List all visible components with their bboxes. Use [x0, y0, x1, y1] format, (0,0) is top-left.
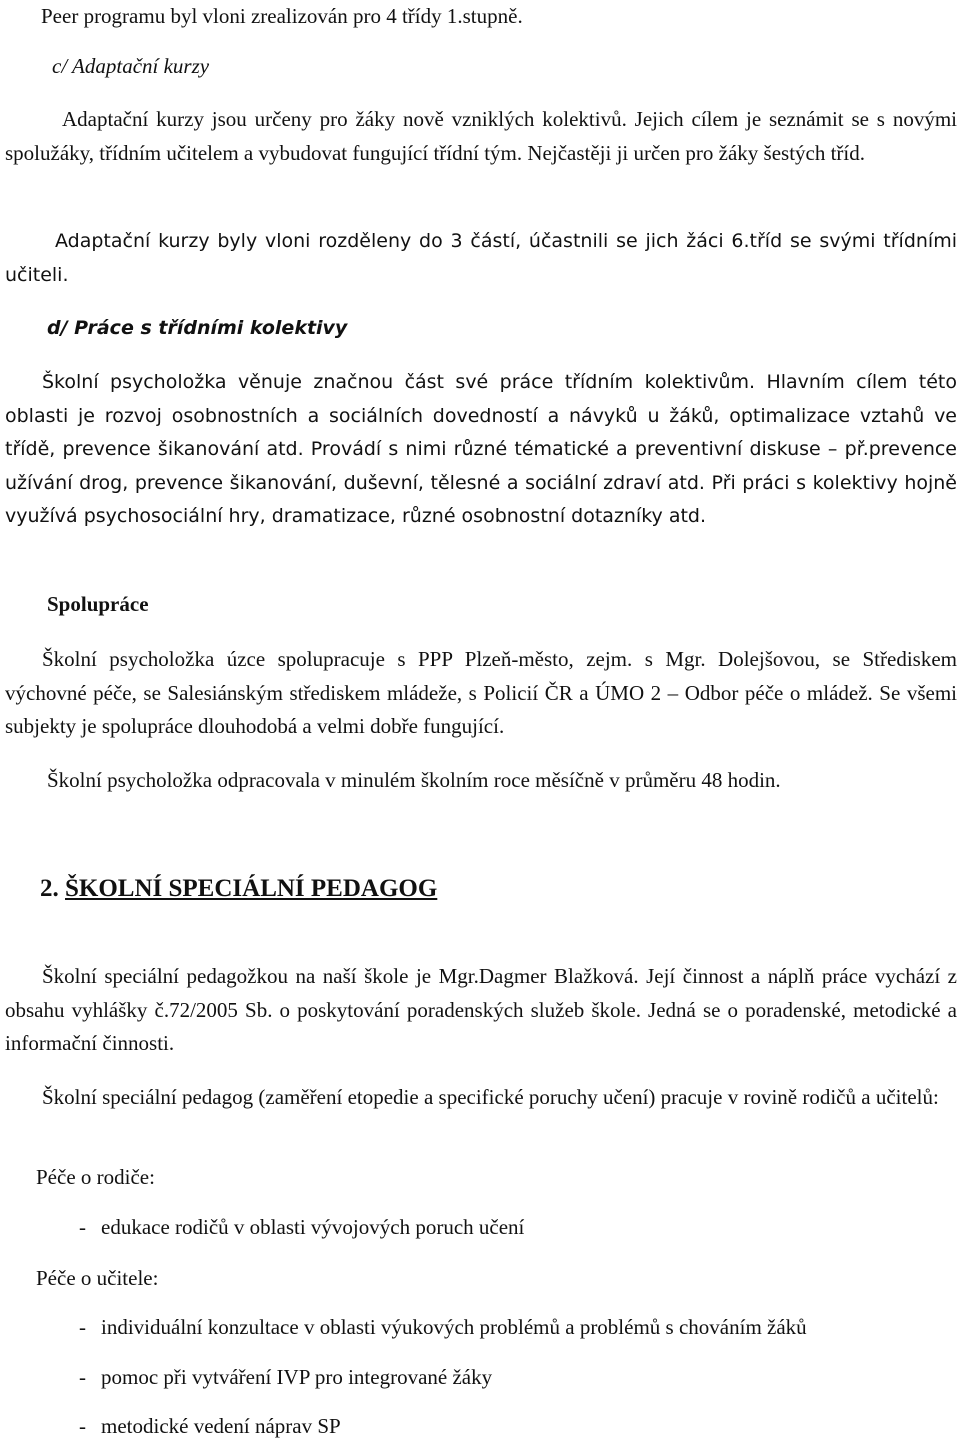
- section-c-paragraph-1: Adaptační kurzy jsou určeny pro žáky nově vzniklých kolektivů. Jejich cílem je seznámit se s novými spolužáky, třídním učitelem a vybudovat fungující třídní tým. Nejčastěji ji určen pro žáky šestých tříd.: [5, 107, 957, 165]
- list-bullet: -: [79, 1414, 86, 1438]
- section-c-heading: c/ Adaptační kurzy: [52, 54, 210, 78]
- intro-line: Peer programu byl vloni zrealizován pro 4 třídy 1.stupně.: [41, 4, 523, 28]
- list-bullet: -: [79, 1315, 86, 1339]
- section-c-paragraph-2: Adaptační kurzy byly vloni rozděleny do 3 částí, účastnili se jich žáci 6.tříd se svými třídními učiteli.: [5, 230, 957, 286]
- section-2-heading: [40, 873, 940, 905]
- spoluprace-paragraph-2: Školní psycholožka odpracovala v minulém školním roce měsíčně v průměru 48 hodin.: [47, 768, 781, 792]
- section-2-paragraph-2: Školní speciální pedagog (zaměření etopedie a specifické poruchy učení) pracuje v rovině rodičů a učitelů:: [42, 1085, 939, 1109]
- teachers-care-label: Péče o učitele:: [36, 1266, 159, 1290]
- teachers-care-item: [79, 1410, 949, 1444]
- list-item-text: metodické vedení náprav SP: [101, 1414, 341, 1438]
- parents-care-label: Péče o rodiče:: [36, 1165, 155, 1189]
- list-item-text: edukace rodičů v oblasti vývojových poruch učení: [101, 1215, 525, 1239]
- spoluprace-paragraph-1: Školní psycholožka úzce spolupracuje s PPP Plzeň-město, zejm. s Mgr. Dolejšovou, se Střediskem výchovné péče, se Salesiánským střediskem mládeže, s Policií ČR a ÚMO 2 – Odbor péče o mládež. Se všemi subjekty je spolupráce dlouhodobá a velmi dobře fungující.: [5, 647, 957, 739]
- parents-care-item: [79, 1211, 949, 1245]
- section-d-paragraph: Školní psycholožka věnuje značnou část své práce třídním kolektivům. Hlavním cílem této oblasti je rozvoj osobnostních a sociálních dovedností a návyků u žáků, optimalizace vztahů ve třídě, prevence šikanování atd. Provádí s nimi různé tématické a preventivní diskuse – př.prevence užívání drog, prevence šikanování, duševní, tělesné a sociální zdraví atd. Při práci s kolektivy hojně využívá psychosociální hry, dramatizace, různé osobnostní dotazníky atd.: [5, 371, 957, 528]
- list-bullet: -: [79, 1365, 86, 1389]
- section-2-number: 2.: [40, 875, 59, 902]
- list-item-text: pomoc při vytváření IVP pro integrované žáky: [101, 1365, 493, 1389]
- spoluprace-heading: Spolupráce: [47, 592, 149, 616]
- list-bullet: -: [79, 1215, 86, 1239]
- list-item-text: individuální konzultace v oblasti výukových problémů a problémů s chováním žáků: [101, 1315, 807, 1339]
- section-d-heading: d/ Práce s třídními kolektivy: [47, 317, 348, 339]
- teachers-care-item: [79, 1361, 949, 1395]
- section-2-paragraph-1: Školní speciální pedagožkou na naší škole je Mgr.Dagmer Blažková. Její činnost a náplň práce vychází z obsahu vyhlášky č.72/2005 Sb. o poskytování poradenských služeb škole. Jedná se o poradenské, metodické a informační činnosti.: [5, 964, 957, 1056]
- teachers-care-item: [79, 1311, 954, 1345]
- section-2-title: ŠKOLNÍ SPECIÁLNÍ PEDAGOG: [65, 875, 438, 902]
